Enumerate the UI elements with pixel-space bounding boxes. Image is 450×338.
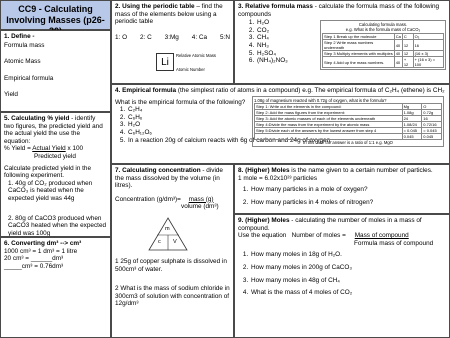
empirical-header: 4. Empirical formula (the simplest ratio of atoms in a compound) e.g. The empirical formula of C₂H₄ (ethene) is CH₂	[115, 87, 445, 94]
yield-intro: Calculate predicted yield in the following experiment.	[4, 164, 92, 180]
table-row: Step 2: Add the mass figures from the experiment: 1.08g 0.72g	[255, 110, 442, 116]
tile-label-number: Atomic Number	[176, 67, 205, 72]
table-row: Step 3: Add the atomic masses of each of the elements underneath 24 16	[255, 116, 442, 122]
yield-equation: % Yield = Actual Yield x 100	[4, 145, 84, 153]
table-row: Step 1: Write out the elements in the compound: Mg O	[255, 104, 442, 110]
element-item: 5:N	[220, 33, 230, 41]
compound-item: 2. CO₂	[256, 27, 446, 35]
yield-equation-denominator: Predicted yield	[34, 152, 76, 160]
element-tile: Li	[156, 53, 174, 71]
table-row: Step 4:Divide the mass from the experiment by the atomic mass 1.08/24 0.72/16	[255, 122, 442, 128]
concentration-header: 7. Calculating concentration - divide the mass dissolved by the volume (in litres).	[115, 167, 223, 190]
moles-equation: Use the equation Number of moles = Mass of compound	[238, 232, 409, 240]
compound-item: 5. H₂SO₄	[256, 50, 446, 58]
empirical-item: 2. C₆H₆	[127, 114, 446, 122]
table-row: 0.045 0.045	[255, 134, 442, 140]
moles-particles-box	[234, 164, 450, 214]
table-row: Step 5:Divide each of the answers by the lowest answer from step 4 = 0.045 = 0.045	[255, 128, 442, 134]
define-item: Atomic Mass	[4, 58, 41, 66]
yield-header: 5. Calculating % yield - identify two figures, the predicted yield and the actual yield the use the equation:	[4, 115, 103, 145]
empirical-example-table	[254, 103, 442, 140]
element-item: 2: C	[140, 33, 152, 41]
concentration-question: 1 25g of copper sulphate is dissolved in 500cm³ of water.	[115, 258, 227, 273]
define-item: Empirical formula	[4, 74, 54, 82]
convert-line: 20 cm³ = ______dm³	[4, 255, 64, 263]
concentration-question: 2 What is the mass of sodium chloride in 300cm3 of solution with concentration of 12g/dm³	[115, 285, 230, 308]
triangle-v: V	[173, 239, 177, 245]
moles-mass-question: 2. How many moles in 200g of CaCO₃	[250, 264, 446, 272]
empirical-item: 3. H₂O	[127, 121, 446, 129]
example-table	[322, 33, 444, 68]
moles-mass-question: 1. How many moles in 18g of H₂O.	[250, 251, 446, 259]
empirical-question: What is the empirical formula of the following?	[115, 98, 246, 106]
triangle-m: m	[165, 226, 170, 232]
define-item: Yield	[4, 91, 18, 99]
element-item: 3:Mg	[164, 33, 179, 41]
compound-item: 3. CH₄	[256, 34, 446, 42]
empirical-example	[252, 96, 444, 147]
compound-item: 6. (NH₄)₂NO₃	[256, 57, 446, 65]
moles-mass-question: 4. What is the mass of 4 moles of CO₂	[250, 289, 446, 297]
convert-box	[0, 237, 111, 338]
example-title: 1.08g of magnesium reacted with 0.72g of oxygen, what is the formula?	[254, 98, 387, 103]
define-box	[0, 30, 111, 112]
empirical-item: 5. In a reaction 20g of calcium reacts with 6g of carbon and 24g of oxygen.	[127, 137, 446, 145]
moles-question: 1. How many particles in a mole of oxygen?	[250, 186, 446, 194]
formula-triangle	[148, 217, 188, 251]
yield-question: 1. 40g of CO₂ produced when CaCO₃ is heated when the expected yield was 44g	[8, 179, 93, 202]
page-title: CC9 - Calculating Involving Masses (p26-	[0, 0, 111, 30]
concentration-equation: Concentration (g/dm³)= mass (g)	[115, 195, 214, 203]
table-row: Step 2 Write mass numbers underneath 40 12 16	[323, 40, 444, 51]
formula-mass-example	[320, 20, 446, 70]
table-row: Step 1 Break up the molecule Ca C O₃	[323, 34, 444, 40]
empirical-item: 1. C₂H₄	[127, 106, 446, 114]
moles-question: 2. How many particles in 4 moles of nitrogen?	[250, 199, 446, 207]
yield-question: 2. 80g of CaCO3 produced when CaCO3 heated when the expected yield was 100g	[8, 214, 107, 237]
yield-box	[0, 112, 111, 237]
element-item: 1: O	[115, 33, 128, 41]
empirical-box	[111, 84, 450, 164]
formula-mass-header: 3. Relative formula mass - calculate the formula mass of the following compounds	[238, 3, 440, 18]
triangle-c: c	[158, 239, 161, 245]
example-result: In this case the answer is a ratio of 1:1 e.g. MgO	[303, 140, 393, 145]
define-item: Formula mass	[4, 41, 45, 49]
convert-line: 1000 cm³ = 1 dm³ = 1 litre	[4, 247, 78, 255]
moles-mass-question: 3. How many moles in 48g of CH₄	[250, 277, 446, 285]
tile-label-mass: Relative Atomic Mass	[176, 53, 217, 58]
element-list	[115, 34, 230, 42]
table-row: Step 3 Multiply elements with multiples 40 12 (16 x 3)	[323, 51, 444, 57]
example-subtitle: e.g. What is the formula mass of CaCO₃	[345, 27, 421, 32]
moles-equation-denominator: Formula mass of compound	[354, 239, 434, 247]
concentration-equation-denominator: volume (dm³)	[181, 203, 219, 211]
compound-item: 4. NH₃	[256, 42, 446, 50]
convert-header: 6. Converting dm³ --> cm³	[4, 240, 82, 247]
concentration-box	[111, 164, 234, 338]
table-row: Step 4 Add up the mass numbers. 40 + 12 + (16 x 3) = 100	[323, 57, 444, 68]
compound-item: 1. H₂O	[256, 19, 446, 27]
element-item: 4: Ca	[191, 33, 208, 41]
example-title: Calculating formula mass.	[358, 22, 408, 27]
periodic-header: 2. Using the periodic table – find the mass of the elements below using a periodic table	[115, 3, 223, 26]
moles-mass-box	[234, 214, 450, 338]
convert-line: _____cm³ = 0.76dm³	[4, 262, 64, 270]
mole-definition: 1 mole = 6.02x10²³ particles	[238, 174, 318, 182]
moles-header: 8. (Higher) Moles is the name given to a certain number of particles.	[238, 167, 433, 174]
empirical-item: 4. C₆H₁₂O₆	[127, 129, 446, 137]
moles-mass-header: 9. (Higher) Moles - calculating the number of moles in a mass of compound.	[238, 217, 422, 232]
define-header: 1. Define -	[4, 33, 35, 40]
formula-mass-box	[234, 0, 450, 84]
periodic-table-box	[111, 0, 234, 84]
